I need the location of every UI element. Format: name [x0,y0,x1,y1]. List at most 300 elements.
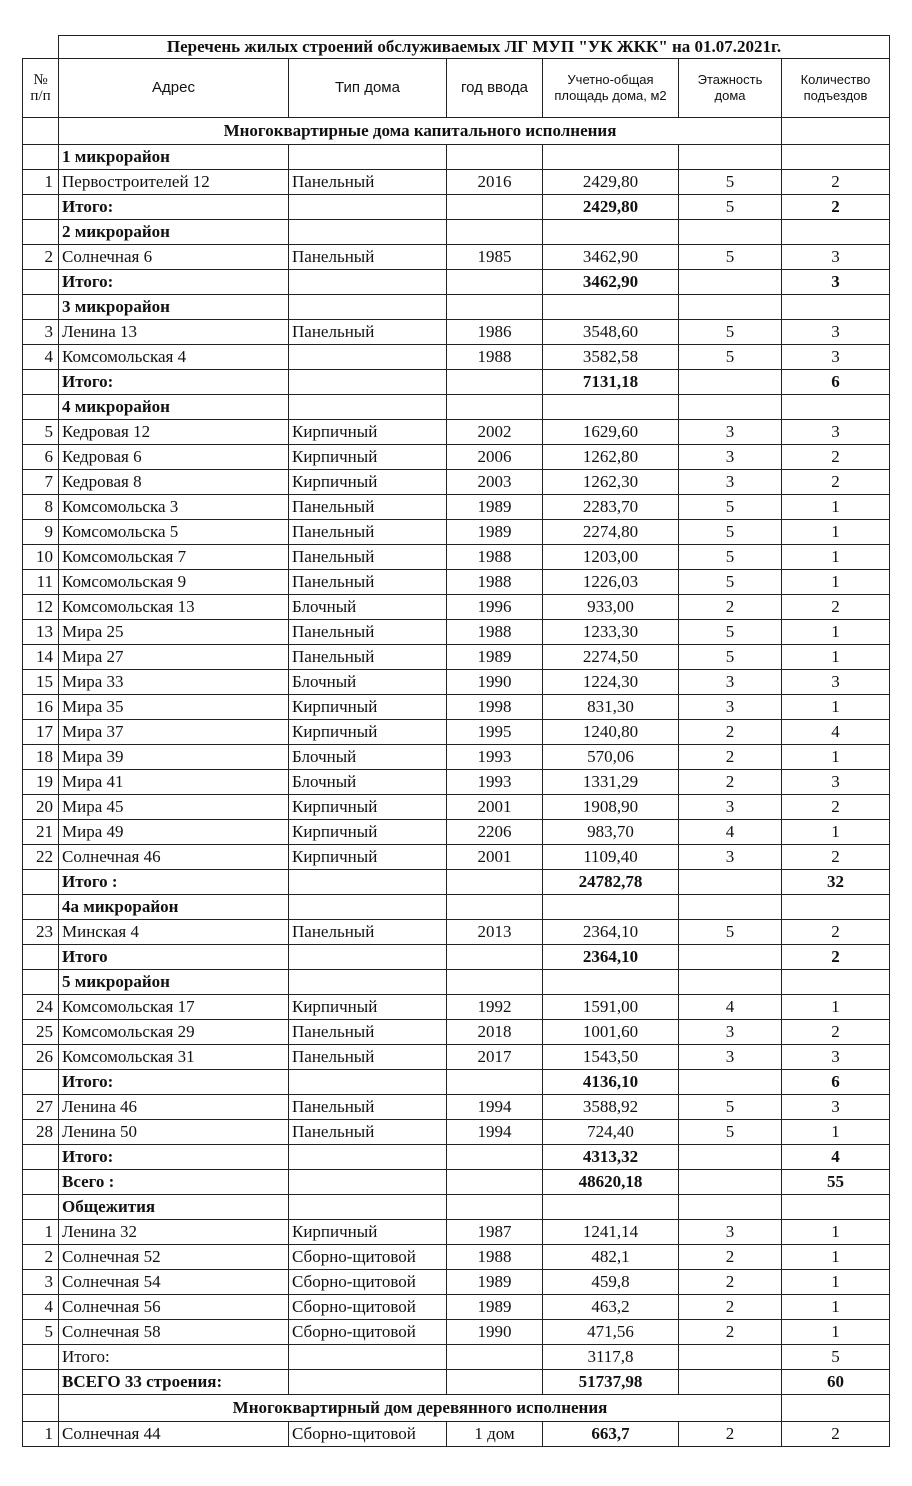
year-cell: 1995 [447,720,543,745]
floors-cell: 5 [679,170,782,195]
empty-cell [543,295,679,320]
subtotal-row [23,195,890,220]
area-cell: 983,70 [543,820,679,845]
address-cell: Первостроителей 12 [59,170,289,195]
floors-cell: 5 [679,520,782,545]
address-cell: Солнечная 6 [59,245,289,270]
floors-cell: 3 [679,845,782,870]
row-number-cell [23,145,59,170]
table-row [23,320,890,345]
year-cell: 1989 [447,1295,543,1320]
area-cell: 1203,00 [543,545,679,570]
empty-cell [543,395,679,420]
floors-cell: 5 [679,920,782,945]
address-cell: Солнечная 44 [59,1422,289,1447]
year-cell: 1994 [447,1095,543,1120]
row-number-cell: 3 [23,320,59,345]
table-row [23,1295,890,1320]
entrances-cell: 1 [782,620,890,645]
address-cell: Солнечная 54 [59,1270,289,1295]
empty-cell [782,1195,890,1220]
entrances-cell: 2 [782,195,890,220]
row-number-cell: 19 [23,770,59,795]
entrances-cell: 2 [782,170,890,195]
area-cell: 48620,18 [543,1170,679,1195]
row-number-cell: 4 [23,1295,59,1320]
floors-cell: 3 [679,420,782,445]
building-type-cell: Панельный [289,645,447,670]
building-type-cell: Кирпичный [289,720,447,745]
entrances-cell: 4 [782,1145,890,1170]
address-cell: Комсомольская 13 [59,595,289,620]
entrances-cell: 3 [782,1095,890,1120]
address-cell: Комсомольская 17 [59,995,289,1020]
building-type-cell: Панельный [289,920,447,945]
entrances-cell: 3 [782,1045,890,1070]
entrances-cell: 1 [782,520,890,545]
entrances-cell: 2 [782,920,890,945]
address-cell: Мира 25 [59,620,289,645]
area-cell: 1240,80 [543,720,679,745]
area-cell: 1331,29 [543,770,679,795]
address-cell: Мира 33 [59,670,289,695]
address-cell: Ленина 13 [59,320,289,345]
floors-cell [679,270,782,295]
floors-cell: 5 [679,1120,782,1145]
area-cell: 463,2 [543,1295,679,1320]
year-cell: 2001 [447,845,543,870]
empty-cell [782,220,890,245]
row-number-cell: 1 [23,1422,59,1447]
building-type-cell: Панельный [289,1020,447,1045]
floors-cell: 5 [679,645,782,670]
row-number-cell: 6 [23,445,59,470]
empty-cell [289,970,447,995]
empty-cell [289,1145,447,1170]
empty-cell [679,395,782,420]
address-cell: Солнечная 56 [59,1295,289,1320]
subtotal-label: Итого: [59,1070,289,1095]
row-number-cell [23,895,59,920]
year-cell: 2013 [447,920,543,945]
subtotal-row [23,1070,890,1095]
building-type-cell: Сборно-щитовой [289,1320,447,1345]
table-row [23,1045,890,1070]
group-heading: 4а микрорайон [59,895,289,920]
empty-cell [447,1170,543,1195]
floors-cell: 3 [679,670,782,695]
floors-cell: 5 [679,620,782,645]
building-type-cell: Блочный [289,745,447,770]
row-number-cell [23,945,59,970]
entrances-cell: 1 [782,1320,890,1345]
table-row [23,520,890,545]
group-heading: 1 микрорайон [59,145,289,170]
row-number-cell: 28 [23,1120,59,1145]
row-number-cell: 14 [23,645,59,670]
subtotal-row [23,270,890,295]
row-number-cell: 12 [23,595,59,620]
year-cell: 1988 [447,1245,543,1270]
floors-cell: 5 [679,570,782,595]
group-heading-row [23,1195,890,1220]
entrances-cell: 2 [782,1422,890,1447]
entrances-cell: 32 [782,870,890,895]
address-cell: Ленина 32 [59,1220,289,1245]
entrances-cell: 1 [782,545,890,570]
area-cell: 3462,90 [543,270,679,295]
empty-cell [447,1145,543,1170]
empty-cell [447,970,543,995]
address-cell: Комсомольская 7 [59,545,289,570]
floors-cell [679,1070,782,1095]
year-cell: 1994 [447,1120,543,1145]
floors-cell: 4 [679,820,782,845]
row-number-cell: 13 [23,620,59,645]
entrances-cell: 5 [782,1345,890,1370]
year-cell: 1989 [447,645,543,670]
empty-cell [447,1345,543,1370]
subtotal-row [23,1345,890,1370]
table-row [23,595,890,620]
header-year: год ввода [447,59,543,118]
table-row [23,720,890,745]
empty-cell [447,195,543,220]
area-cell: 1224,30 [543,670,679,695]
entrances-cell: 1 [782,1220,890,1245]
building-type-cell: Панельный [289,620,447,645]
address-cell: Мира 35 [59,695,289,720]
entrances-cell: 1 [782,1270,890,1295]
building-type-cell: Панельный [289,1095,447,1120]
year-cell: 1989 [447,520,543,545]
building-type-cell: Блочный [289,670,447,695]
row-number-cell: 21 [23,820,59,845]
entrances-cell: 1 [782,745,890,770]
row-number-cell [23,195,59,220]
table-row [23,1270,890,1295]
row-number-cell: 1 [23,1220,59,1245]
area-cell: 7131,18 [543,370,679,395]
empty-cell [289,1195,447,1220]
floors-cell [679,870,782,895]
building-type-cell: Сборно-щитовой [289,1295,447,1320]
row-number-cell: 15 [23,670,59,695]
row-number-cell: 2 [23,1245,59,1270]
table-row [23,1422,890,1447]
empty-cell [447,1070,543,1095]
header-number: № п/п [23,59,59,118]
table-row [23,845,890,870]
floors-cell: 3 [679,795,782,820]
entrances-cell: 1 [782,1120,890,1145]
subtotal-row [23,1370,890,1395]
empty-cell [289,895,447,920]
entrances-cell: 1 [782,495,890,520]
empty-cell [289,945,447,970]
year-cell: 2002 [447,420,543,445]
year-cell: 1 дом [447,1422,543,1447]
empty-cell [289,195,447,220]
floors-cell: 2 [679,1422,782,1447]
table-row [23,770,890,795]
building-type-cell: Кирпичный [289,420,447,445]
year-cell: 2018 [447,1020,543,1045]
subtotal-label: Всего : [59,1170,289,1195]
group-heading-row [23,395,890,420]
table-row [23,1120,890,1145]
row-number-cell: 5 [23,1320,59,1345]
area-cell: 1233,30 [543,620,679,645]
row-number-cell [23,1145,59,1170]
floors-cell: 2 [679,1320,782,1345]
group-heading-row [23,145,890,170]
area-cell: 51737,98 [543,1370,679,1395]
entrances-cell: 2 [782,445,890,470]
group-heading: 5 микрорайон [59,970,289,995]
year-cell: 1986 [447,320,543,345]
table-row [23,495,890,520]
row-number-cell [23,220,59,245]
address-cell: Кедровая 12 [59,420,289,445]
table-row [23,670,890,695]
year-cell: 1990 [447,1320,543,1345]
entrances-cell: 2 [782,845,890,870]
table-row [23,645,890,670]
row-number-cell [23,1370,59,1395]
year-cell: 1990 [447,670,543,695]
empty-cell [782,118,890,145]
building-type-cell: Панельный [289,520,447,545]
group-heading: 2 микрорайон [59,220,289,245]
empty-cell [543,220,679,245]
empty-cell [447,220,543,245]
header-building-type: Тип дома [289,59,447,118]
area-cell: 831,30 [543,695,679,720]
empty-cell [289,1345,447,1370]
area-cell: 482,1 [543,1245,679,1270]
subtotal-label: Итого : [59,870,289,895]
empty-cell [447,370,543,395]
row-number-cell: 22 [23,845,59,870]
row-number-cell: 25 [23,1020,59,1045]
area-cell: 3588,92 [543,1095,679,1120]
floors-cell: 4 [679,995,782,1020]
floors-cell: 3 [679,470,782,495]
row-number-cell: 4 [23,345,59,370]
group-heading: Общежития [59,1195,289,1220]
building-type-cell: Панельный [289,245,447,270]
entrances-cell: 55 [782,1170,890,1195]
table-row [23,445,890,470]
subtotal-row [23,945,890,970]
empty-cell [447,895,543,920]
empty-cell [447,395,543,420]
area-cell: 3117,8 [543,1345,679,1370]
floors-cell [679,1145,782,1170]
empty-cell [782,295,890,320]
table-row [23,745,890,770]
entrances-cell: 3 [782,345,890,370]
header-address: Адрес [59,59,289,118]
area-cell: 2283,70 [543,495,679,520]
entrances-cell: 1 [782,570,890,595]
table-row [23,1320,890,1345]
entrances-cell: 3 [782,270,890,295]
entrances-cell: 2 [782,470,890,495]
row-number-cell: 18 [23,745,59,770]
building-type-cell: Сборно-щитовой [289,1422,447,1447]
floors-cell: 5 [679,195,782,220]
table-row [23,1020,890,1045]
row-number-cell: 23 [23,920,59,945]
area-cell: 2274,50 [543,645,679,670]
empty-cell [543,895,679,920]
building-type-cell: Кирпичный [289,795,447,820]
header-floors: Этажность дома [679,59,782,118]
subtotal-label: Итого [59,945,289,970]
table-row [23,420,890,445]
empty-cell [782,970,890,995]
subtotal-row [23,1170,890,1195]
row-number-cell: 7 [23,470,59,495]
address-cell: Кедровая 6 [59,445,289,470]
area-cell: 1109,40 [543,845,679,870]
address-cell: Комсомольска 5 [59,520,289,545]
address-cell: Мира 41 [59,770,289,795]
building-type-cell: Панельный [289,1045,447,1070]
building-type-cell: Кирпичный [289,695,447,720]
row-number-cell [23,295,59,320]
subtotal-label: Итого: [59,370,289,395]
area-cell: 570,06 [543,745,679,770]
address-cell: Кедровая 8 [59,470,289,495]
area-cell: 4313,32 [543,1145,679,1170]
building-type-cell: Кирпичный [289,845,447,870]
area-cell: 2429,80 [543,195,679,220]
year-cell: 2206 [447,820,543,845]
area-cell: 2364,10 [543,920,679,945]
year-cell: 1996 [447,595,543,620]
floors-cell: 2 [679,745,782,770]
table-row [23,1220,890,1245]
area-cell: 2429,80 [543,170,679,195]
entrances-cell: 3 [782,770,890,795]
area-cell: 1241,14 [543,1220,679,1245]
year-cell: 1998 [447,695,543,720]
row-number-cell: 10 [23,545,59,570]
row-number-cell [23,1395,59,1422]
address-cell: Ленина 46 [59,1095,289,1120]
address-cell: Ленина 50 [59,1120,289,1145]
building-type-cell: Панельный [289,170,447,195]
building-type-cell: Панельный [289,320,447,345]
row-number-cell: 2 [23,245,59,270]
table-row [23,820,890,845]
row-number-cell: 17 [23,720,59,745]
section-heading: Многоквартирный дом деревянного исполнения [59,1395,782,1422]
building-type-cell: Кирпичный [289,470,447,495]
year-cell: 1989 [447,1270,543,1295]
address-cell: Мира 49 [59,820,289,845]
group-heading-row [23,895,890,920]
row-number-cell: 27 [23,1095,59,1120]
entrances-cell: 2 [782,595,890,620]
subtotal-row [23,870,890,895]
area-cell: 2364,10 [543,945,679,970]
year-cell: 1988 [447,570,543,595]
entrances-cell: 6 [782,370,890,395]
empty-cell [782,145,890,170]
entrances-cell: 3 [782,245,890,270]
area-cell: 1591,00 [543,995,679,1020]
building-type-cell: Блочный [289,595,447,620]
subtotal-row [23,370,890,395]
address-cell: Солнечная 46 [59,845,289,870]
table-row [23,345,890,370]
header-area: Учетно-общая площадь дома, м2 [543,59,679,118]
floors-cell: 5 [679,320,782,345]
table-row [23,570,890,595]
table-row [23,545,890,570]
empty-cell [289,1370,447,1395]
housing-list-table [22,35,890,1447]
area-cell: 1629,60 [543,420,679,445]
address-cell: Минская 4 [59,920,289,945]
row-number-cell [23,970,59,995]
entrances-cell: 1 [782,820,890,845]
floors-cell [679,945,782,970]
row-number-cell [23,395,59,420]
empty-cell [447,945,543,970]
empty-cell [543,145,679,170]
year-cell: 1989 [447,495,543,520]
empty-cell [679,295,782,320]
empty-cell [447,870,543,895]
empty-cell [679,970,782,995]
area-cell: 1262,80 [543,445,679,470]
group-heading: 4 микрорайон [59,395,289,420]
building-type-cell: Сборно-щитовой [289,1270,447,1295]
empty-cell [679,1195,782,1220]
entrances-cell: 3 [782,420,890,445]
floors-cell: 5 [679,495,782,520]
empty-cell [289,295,447,320]
empty-cell [543,970,679,995]
empty-cell [447,295,543,320]
building-type-cell [289,345,447,370]
entrances-cell: 1 [782,995,890,1020]
section-heading: Многоквартирные дома капитального исполнения [59,118,782,145]
row-number-cell [23,118,59,145]
empty-cell [447,1370,543,1395]
year-cell: 2017 [447,1045,543,1070]
group-heading-row [23,295,890,320]
empty-cell [289,1170,447,1195]
table-row [23,1095,890,1120]
row-number-cell [23,1170,59,1195]
building-type-cell: Кирпичный [289,1220,447,1245]
subtotal-label: Итого: [59,1345,289,1370]
address-cell: Комсомольска 3 [59,495,289,520]
empty-cell [289,870,447,895]
area-cell: 3462,90 [543,245,679,270]
area-cell: 933,00 [543,595,679,620]
year-cell: 2003 [447,470,543,495]
year-cell: 1988 [447,545,543,570]
row-number-cell: 5 [23,420,59,445]
entrances-cell: 2 [782,945,890,970]
